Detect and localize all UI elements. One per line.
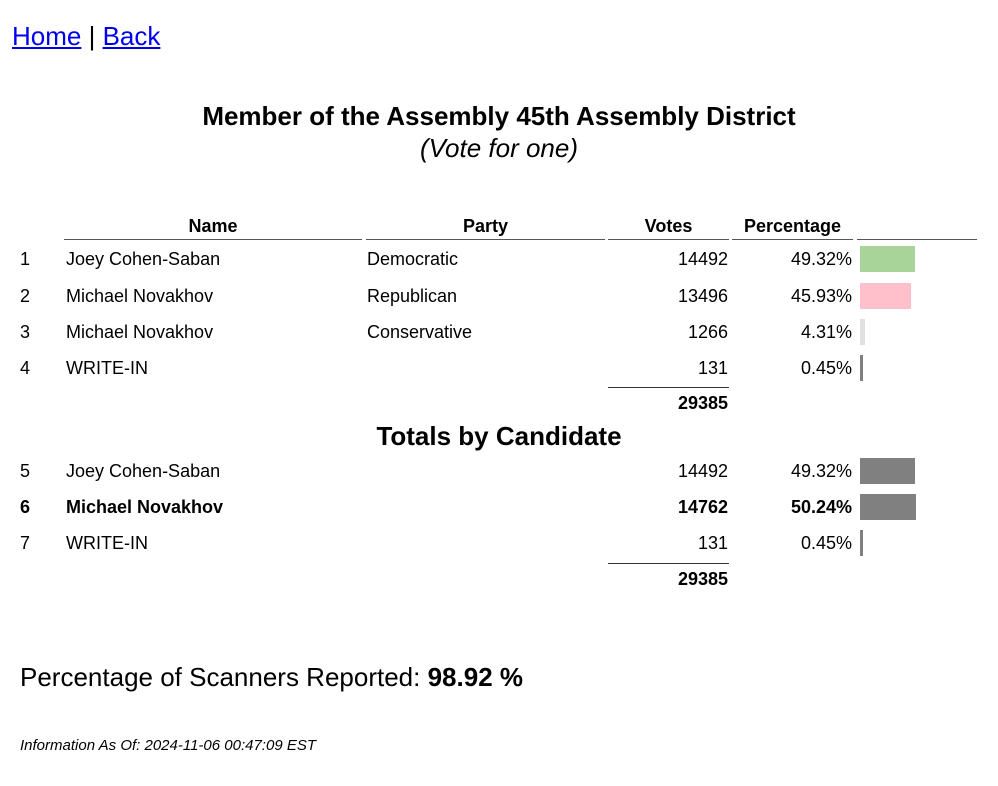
candidate-name: Michael Novakhov [66, 497, 224, 517]
percentage-bar [860, 530, 863, 556]
row-index: 1 [20, 249, 31, 269]
candidate-name: Michael Novakhov [66, 322, 214, 342]
vote-percentage: 45.93% [790, 286, 852, 306]
percentage-bar [860, 246, 915, 272]
vote-percentage: 50.24% [790, 497, 852, 517]
back-link[interactable]: Back [102, 21, 161, 51]
vote-count: 131 [697, 533, 728, 553]
candidate-total-row [0, 453, 998, 489]
percentage-bar [860, 319, 865, 345]
scanners-reported [20, 660, 523, 694]
total-separator [608, 387, 729, 388]
contest-subtitle: (Vote for one) [419, 133, 578, 163]
candidate-name: Joey Cohen-Saban [66, 461, 221, 481]
percentage-bar [860, 283, 911, 309]
header-name: Name [188, 216, 238, 236]
row-index: 3 [20, 322, 31, 342]
vote-count: 13496 [677, 286, 728, 306]
table-row [0, 278, 998, 314]
candidate-name: WRITE-IN [66, 533, 148, 553]
header-underline-bar [857, 239, 977, 240]
vote-count: 131 [697, 358, 728, 378]
header-underline-party [366, 239, 605, 240]
home-link[interactable]: Home [12, 21, 82, 51]
table-row [0, 241, 998, 277]
percentage-bar [860, 494, 916, 520]
candidate-total-votes: 29385 [677, 569, 728, 589]
header-party: Party [462, 216, 509, 236]
table-row [0, 350, 998, 386]
party-name: Conservative [367, 322, 473, 342]
percentage-bar [860, 458, 915, 484]
vote-count: 1266 [687, 322, 728, 342]
header-votes: Votes [644, 216, 693, 236]
vote-percentage: 0.45% [800, 358, 852, 378]
percentage-bar [860, 355, 863, 381]
vote-percentage: 4.31% [800, 322, 852, 342]
row-index: 5 [20, 461, 31, 481]
candidate-name: Michael Novakhov [66, 286, 214, 306]
scanners-label: Percentage of Scanners Reported: [20, 662, 421, 692]
party-name: Democratic [367, 249, 459, 269]
contest-title: Member of the Assembly 45th Assembly District [202, 101, 796, 131]
header-underline-name [64, 239, 362, 240]
vote-count: 14492 [677, 461, 728, 481]
header-underline-percentage [732, 239, 853, 240]
row-index: 2 [20, 286, 31, 306]
candidate-total-row [0, 525, 998, 561]
row-index: 6 [20, 497, 31, 517]
candidate-name: WRITE-IN [66, 358, 148, 378]
vote-percentage: 49.32% [790, 461, 852, 481]
nav-separator: | [88, 21, 96, 51]
candidate-name: Joey Cohen-Saban [66, 249, 221, 269]
scanners-value: 98.92 % [427, 662, 523, 692]
vote-percentage: 0.45% [800, 533, 852, 553]
vote-percentage: 49.32% [790, 249, 852, 269]
total-separator [608, 563, 729, 564]
row-index: 7 [20, 533, 31, 553]
candidate-total-row [0, 489, 998, 525]
totals-by-candidate-heading: Totals by Candidate [376, 421, 622, 451]
vote-count: 14762 [677, 497, 728, 517]
top-nav [12, 20, 160, 52]
header-underline-votes [608, 239, 729, 240]
information-as-of: Information As Of: 2024-11-06 00:47:09 EST [20, 737, 317, 754]
vote-count: 14492 [677, 249, 728, 269]
party-name: Republican [367, 286, 458, 306]
table-row [0, 314, 998, 350]
header-percentage: Percentage [743, 216, 842, 236]
row-index: 4 [20, 358, 31, 378]
party-total-votes: 29385 [677, 393, 728, 413]
